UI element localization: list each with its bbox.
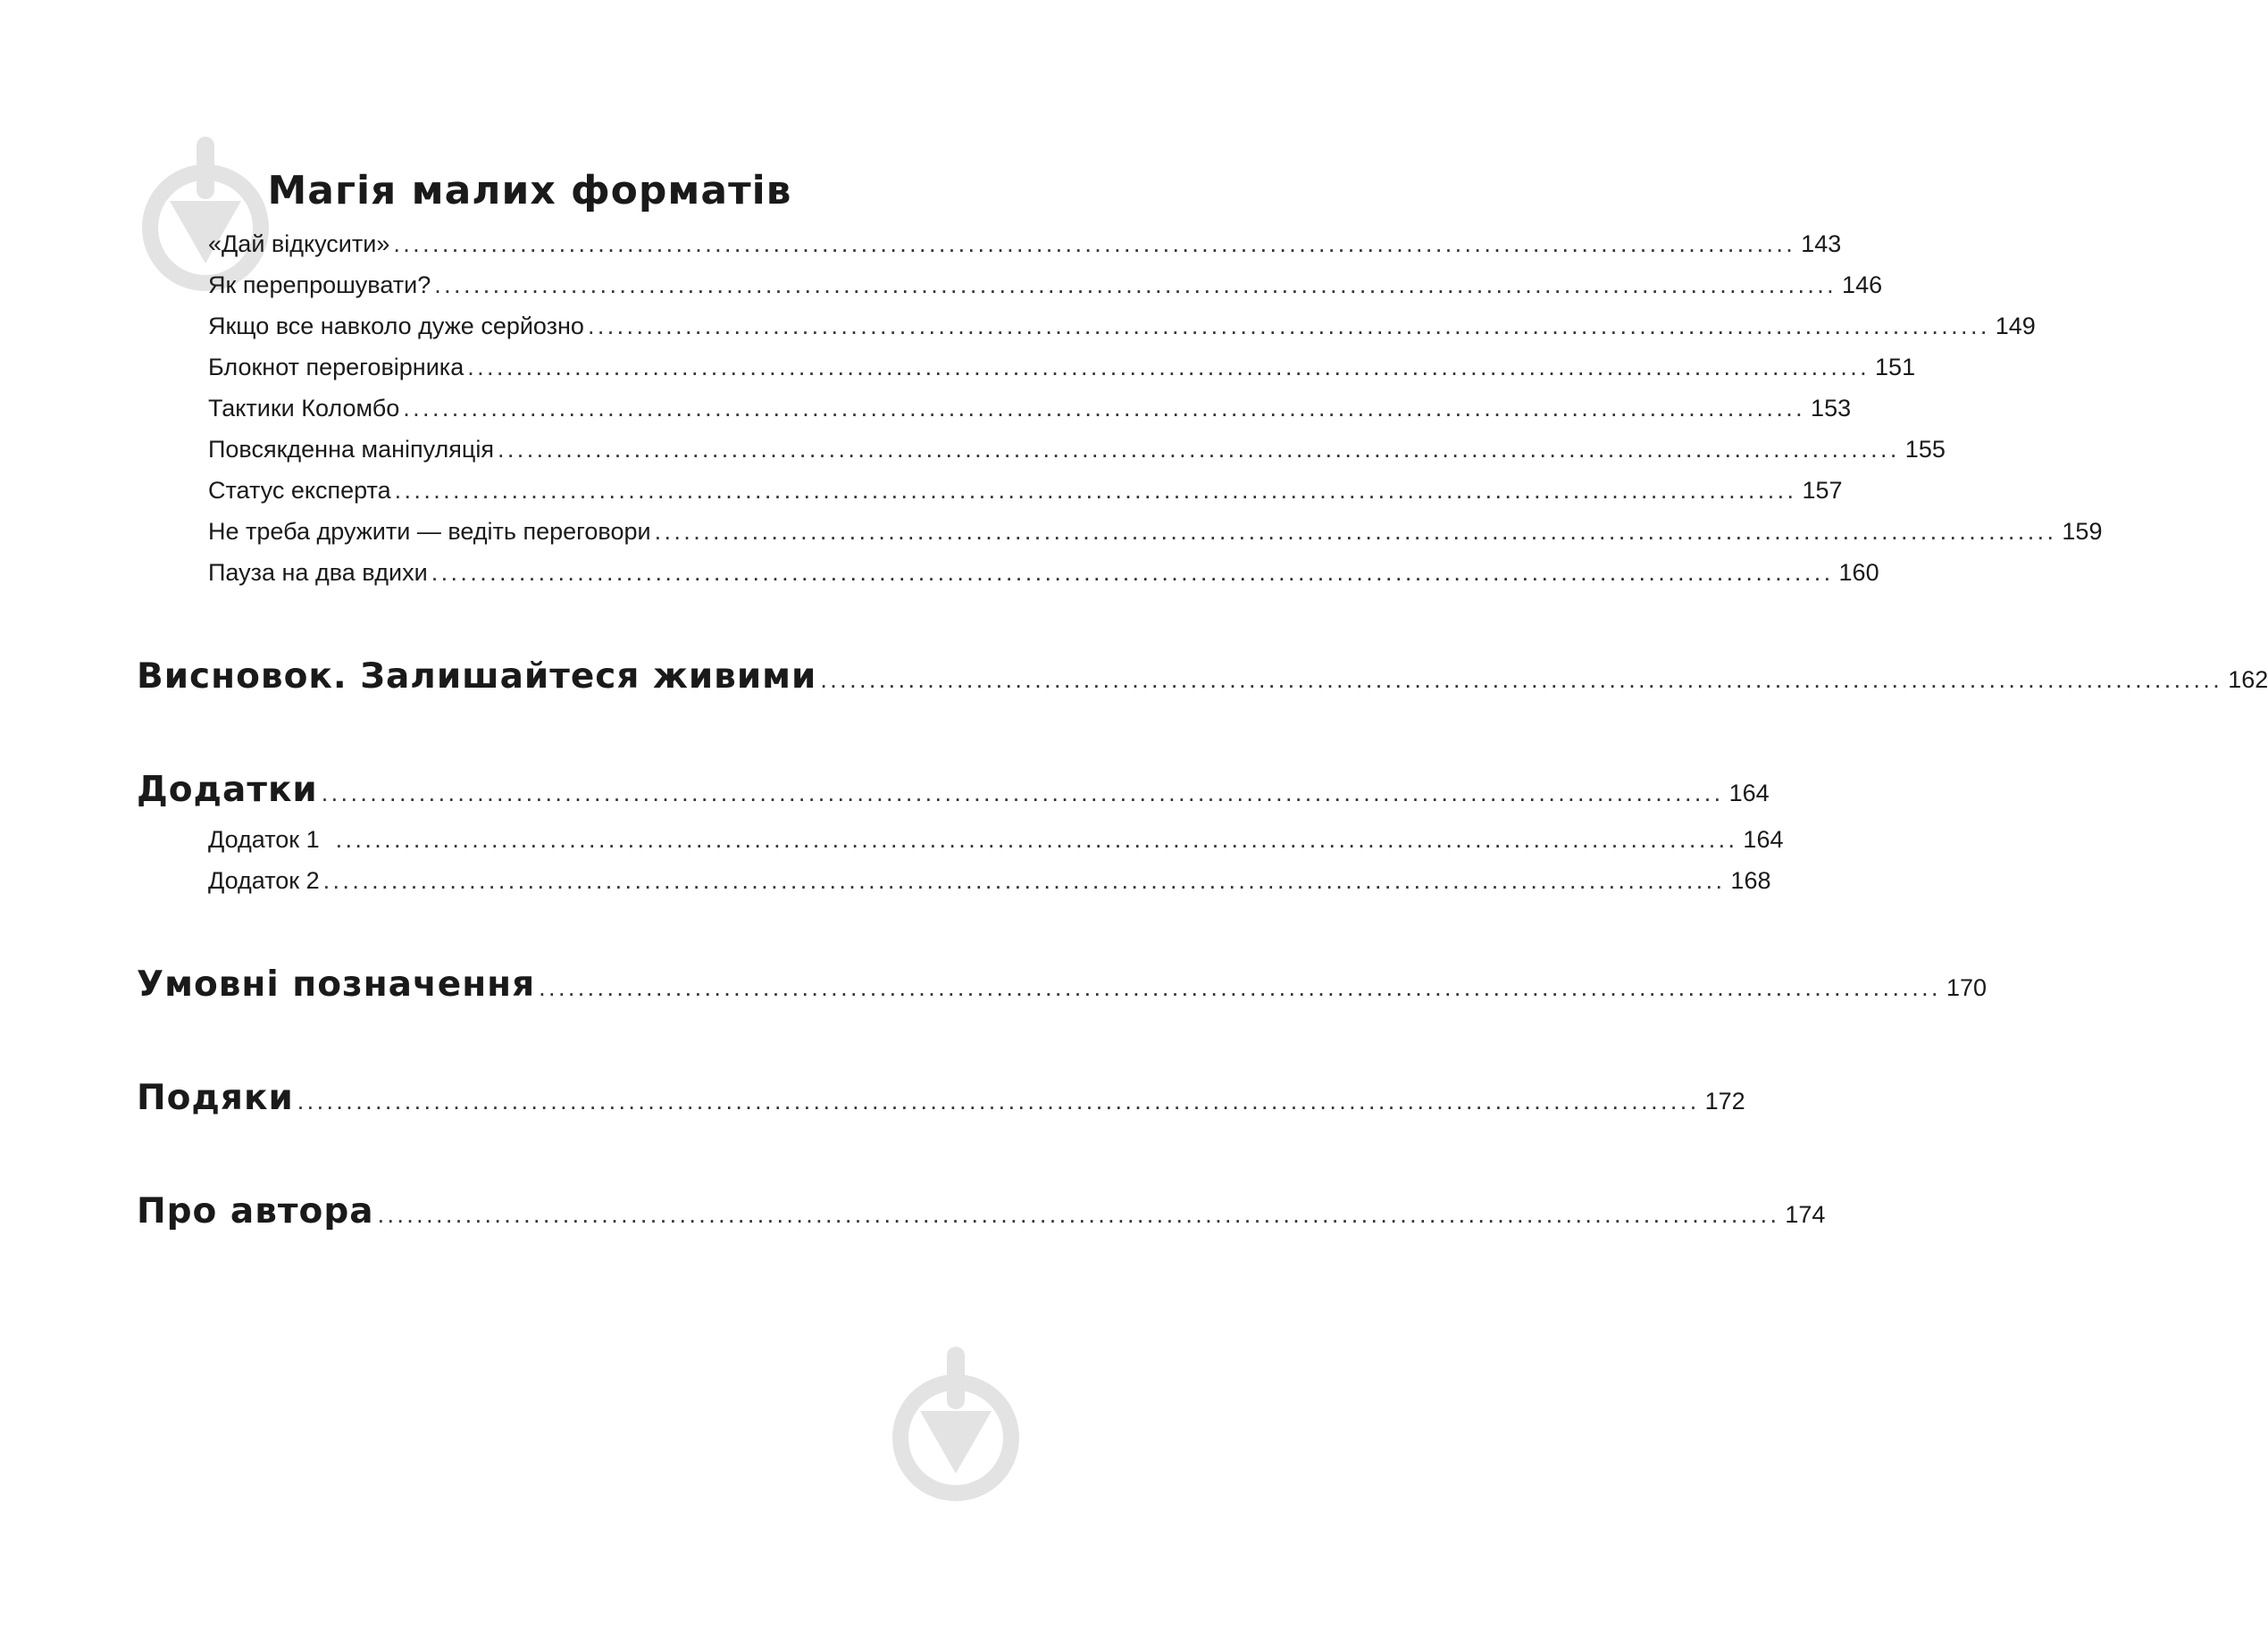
leader-dots: ................................................................................................................................................ [467, 354, 1870, 380]
toc-entry-page: 168 [1730, 867, 1771, 894]
toc-entry-title: Додаток 2 [208, 867, 320, 894]
leader-dots: ................................................................................................................................................ [587, 313, 1990, 339]
toc-chapter-thanks[interactable] [137, 1078, 1745, 1118]
toc-entry-title: Як перепрошувати? [208, 271, 431, 298]
leader-dots: ................................................................................................................................................ [497, 436, 1900, 463]
toc-entry-page: 149 [1995, 313, 2036, 339]
toc-entry[interactable] [208, 867, 1771, 895]
watermark-logo-icon [884, 1340, 1027, 1518]
toc-entry-page: 143 [1801, 230, 1842, 257]
toc-entry-title: Додаток 1 [208, 826, 320, 853]
toc-entry[interactable] [208, 313, 2036, 340]
toc-entry[interactable] [208, 518, 2103, 546]
toc-entry[interactable] [208, 230, 1842, 258]
toc-entry-page: 157 [1802, 477, 1843, 504]
toc-chapter-symbols[interactable] [137, 964, 1988, 1005]
leader-dots: ................................................................................................................................................ [431, 559, 1834, 586]
toc-chapter-page: 164 [1728, 780, 1770, 806]
toc-entry-title: Статус експерта [208, 477, 391, 504]
toc-entry[interactable] [208, 826, 1784, 854]
toc-entry-page: 146 [1842, 271, 1883, 298]
leader-dots: ................................................................................................................................................ [377, 1201, 1780, 1228]
toc-chapter-title: Про автора [137, 1191, 374, 1231]
toc-chapter-title: Умовні позначення [137, 964, 536, 1005]
toc-entry-page: 153 [1811, 395, 1852, 422]
toc-entry-title: «Дай відкусити» [208, 230, 390, 257]
leader-dots: ................................................................................................................................................ [394, 477, 1797, 504]
leader-dots: ................................................................................................................................................ [434, 271, 1837, 298]
leader-dots: ................................................................................................................................................ [393, 230, 1796, 257]
leader-dots: ................................................................................................................................................ [321, 780, 1724, 806]
toc-chapter-page: 172 [1704, 1088, 1745, 1115]
toc-entry-page: 160 [1838, 559, 1879, 586]
leader-dots: ................................................................................................................................................ [820, 666, 2223, 693]
toc-chapter-conclusion[interactable] [137, 656, 2268, 697]
leader-dots: ................................................................................................................................................ [403, 395, 1806, 422]
toc-entry-title: Тактики Коломбо [208, 395, 400, 422]
toc-entry-page: 164 [1743, 826, 1784, 853]
toc-entry-page: 155 [1904, 436, 1946, 463]
toc-chapter-page: 174 [1785, 1201, 1826, 1228]
leader-dots: ................................................................................................................................................ [322, 867, 1726, 894]
leader-dots: ................................................................................................................................................ [539, 974, 1941, 1001]
toc-chapter-appendices[interactable] [137, 770, 1770, 810]
toc-entry-title: Блокнот переговірника [208, 354, 464, 380]
toc-entry[interactable] [208, 436, 1946, 463]
leader-dots: ................................................................................................................................................ [297, 1088, 1700, 1115]
toc-chapter-title: Додатки [137, 770, 318, 810]
toc-entry[interactable] [208, 559, 1879, 587]
toc-entry[interactable] [208, 354, 1916, 381]
toc-chapter-about-author[interactable] [137, 1191, 1826, 1231]
toc-entry-page: 159 [2062, 518, 2103, 545]
toc-entry[interactable] [208, 395, 1852, 422]
toc-entry-page: 151 [1875, 354, 1916, 380]
section-heading: Магія малих форматів [267, 168, 792, 213]
toc-entry-title: Пауза на два вдихи [208, 559, 428, 586]
toc-chapter-page: 170 [1946, 974, 1988, 1001]
toc-entry-title: Повсякденна маніпуляція [208, 436, 494, 463]
toc-entry[interactable] [208, 477, 1843, 505]
leader-dots: ................................................................................................................................................ [654, 518, 2057, 545]
toc-chapter-title: Подяки [137, 1078, 294, 1118]
toc-entry-title: Якщо все навколо дуже серйозно [208, 313, 584, 339]
toc-entry[interactable] [208, 271, 1883, 299]
toc-chapter-title: Висновок. Залишайтеся живими [137, 656, 817, 697]
toc-entry-title: Не треба дружити — ведіть переговори [208, 518, 651, 545]
toc-chapter-page: 162 [2228, 666, 2268, 693]
leader-dots: ................................................................................................................................................ [335, 826, 1738, 853]
